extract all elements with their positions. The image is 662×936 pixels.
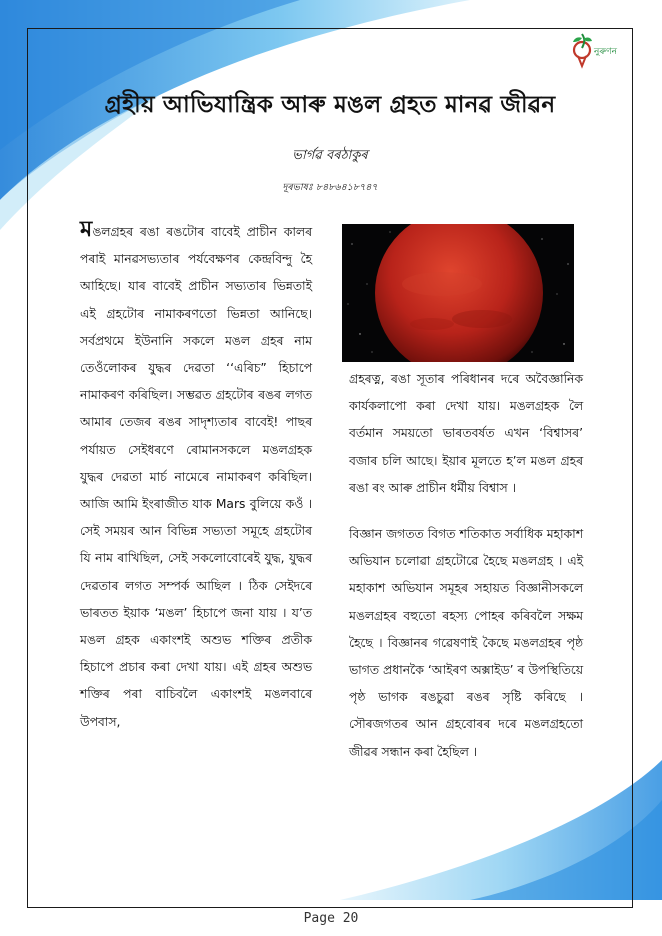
article-paragraph — [80, 219, 312, 736]
mars-photo — [342, 224, 574, 362]
article-right-column — [349, 366, 583, 766]
drop-cap: ম — [80, 217, 93, 242]
mars-planet-icon — [342, 224, 574, 362]
article-paragraph: গ্ৰহৰত্ন, ৰঙা সূতাৰ পৰিধানৰ দৰে অবৈজ্ঞানিক কাৰ্যকলাপো কৰা দেখা যায়। মঙলগ্ৰহক লৈ বৰ্তমান সময়তো ভাৰতবৰ্ষত এখন ‘বিশ্বাসৰ’ বজাৰ চলি আছে। ইয়াৰ মূলতে হ’ল মঙল গ্ৰহৰ ৰঙা ৰং আৰু প্ৰাচীন ধৰ্মীয় বিশ্বাস । — [349, 372, 583, 495]
page-number: Page 20 — [303, 911, 359, 926]
author-phone: দূৰভাষঃ ৮৪৮৬৪১৮৭৪৭ — [282, 182, 378, 193]
author-name: ভাৰ্গৱ বৰঠাকুৰ — [292, 148, 368, 163]
left-column-text: ঙলগ্ৰহৰ ৰঙা ৰঙটোৰ বাবেই প্ৰাচীন কালৰ পৰাই মানৱসভ্যতাৰ পৰ্যবেক্ষণৰ কেন্দ্ৰবিন্দু হৈ আহিছে। যাৰ বাবেই প্ৰাচীন সভ্যতাৰ ভিন্নতাই এই গ্ৰহটোৰ নামাকৰণতো ভিন্নতা আনিছে। সৰ্বপ্ৰথমে ইউনানি সকলে মঙল গ্ৰহৰ নাম তেওঁলোকৰ যুদ্ধৰ দেৱতা ‘‘এৰিচ” হিচাপে নামাকৰণ কৰিছিল। সম্ভৱত গ্ৰহটোৰ ৰঙৰ লগত আমাৰ তেজৰ ৰঙৰ সাদৃশ্যতাৰ বাবেই! পাছৰ পৰ্যায়ত সেইধৰণে ৰোমানসকলে মঙলগ্ৰহক যুদ্ধৰ দেৱতা মাৰ্চ নামেৰে নামাকৰণ কৰিছিল। আজি আমি ইংৰাজীত যাক Mars বুলিয়ে কওঁ । সেই সময়ৰ আন বিভিন্ন সভ্যতা সমূহে গ্ৰহটোৰ যি নাম ৰাখিছিল, সেই সকলোবোৰেই যুদ্ধ, যুদ্ধৰ দেৱতাৰ লগত সম্পৰ্ক আছিল । ঠিক সেইদৰে ভাৰতত ইয়াক ‘মঙল’ হিচাপে জনা যায় । য’ত মঙল গ্ৰহক একাংশই অশুভ শক্তিৰ প্ৰতীক হিচাপে প্ৰচাৰ কৰা দেখা যায়। এই গ্ৰহৰ অশুভ শক্তিৰ পৰা বাচিবলৈ একাংশই মঙলবাৰে উপবাস, — [80, 225, 312, 729]
logo-text: নুৰুণন — [594, 47, 617, 57]
article-title: গ্ৰহীয় আভিযান্ত্ৰিক আৰু মঙল গ্ৰহত মানৱ জীৱন — [104, 92, 556, 118]
article-left-column — [80, 219, 312, 736]
article-paragraph: বিজ্ঞান জগতত বিগত শতিকাত সৰ্বাধিক মহাকাশ অভিযান চলোৱা গ্ৰহটোৱে হৈছে মঙলগ্ৰহ । এই মহাকাশ অভিযান সমূহৰ সহায়ত বিজ্ঞানীসকলে মঙলগ্ৰহৰ বহুতো ৰহস্য পোহৰ কৰিবলৈ সক্ষম হৈছে । বিজ্ঞানৰ গৱেষণাই কৈছে মঙলগ্ৰহৰ পৃষ্ঠ ভাগত প্ৰধানকৈ ‘আইৰণ অক্সাইড’ ৰ উপস্থিতিয়ে পৃষ্ঠ ভাগক ৰঙচুৱা ৰঙৰ সৃষ্টি কৰিছে । সৌৰজগতৰ আন গ্ৰহবোৰৰ দৰে মঙলগ্ৰহতো জীৱৰ সন্ধান কৰা হৈছিল । — [349, 527, 583, 759]
